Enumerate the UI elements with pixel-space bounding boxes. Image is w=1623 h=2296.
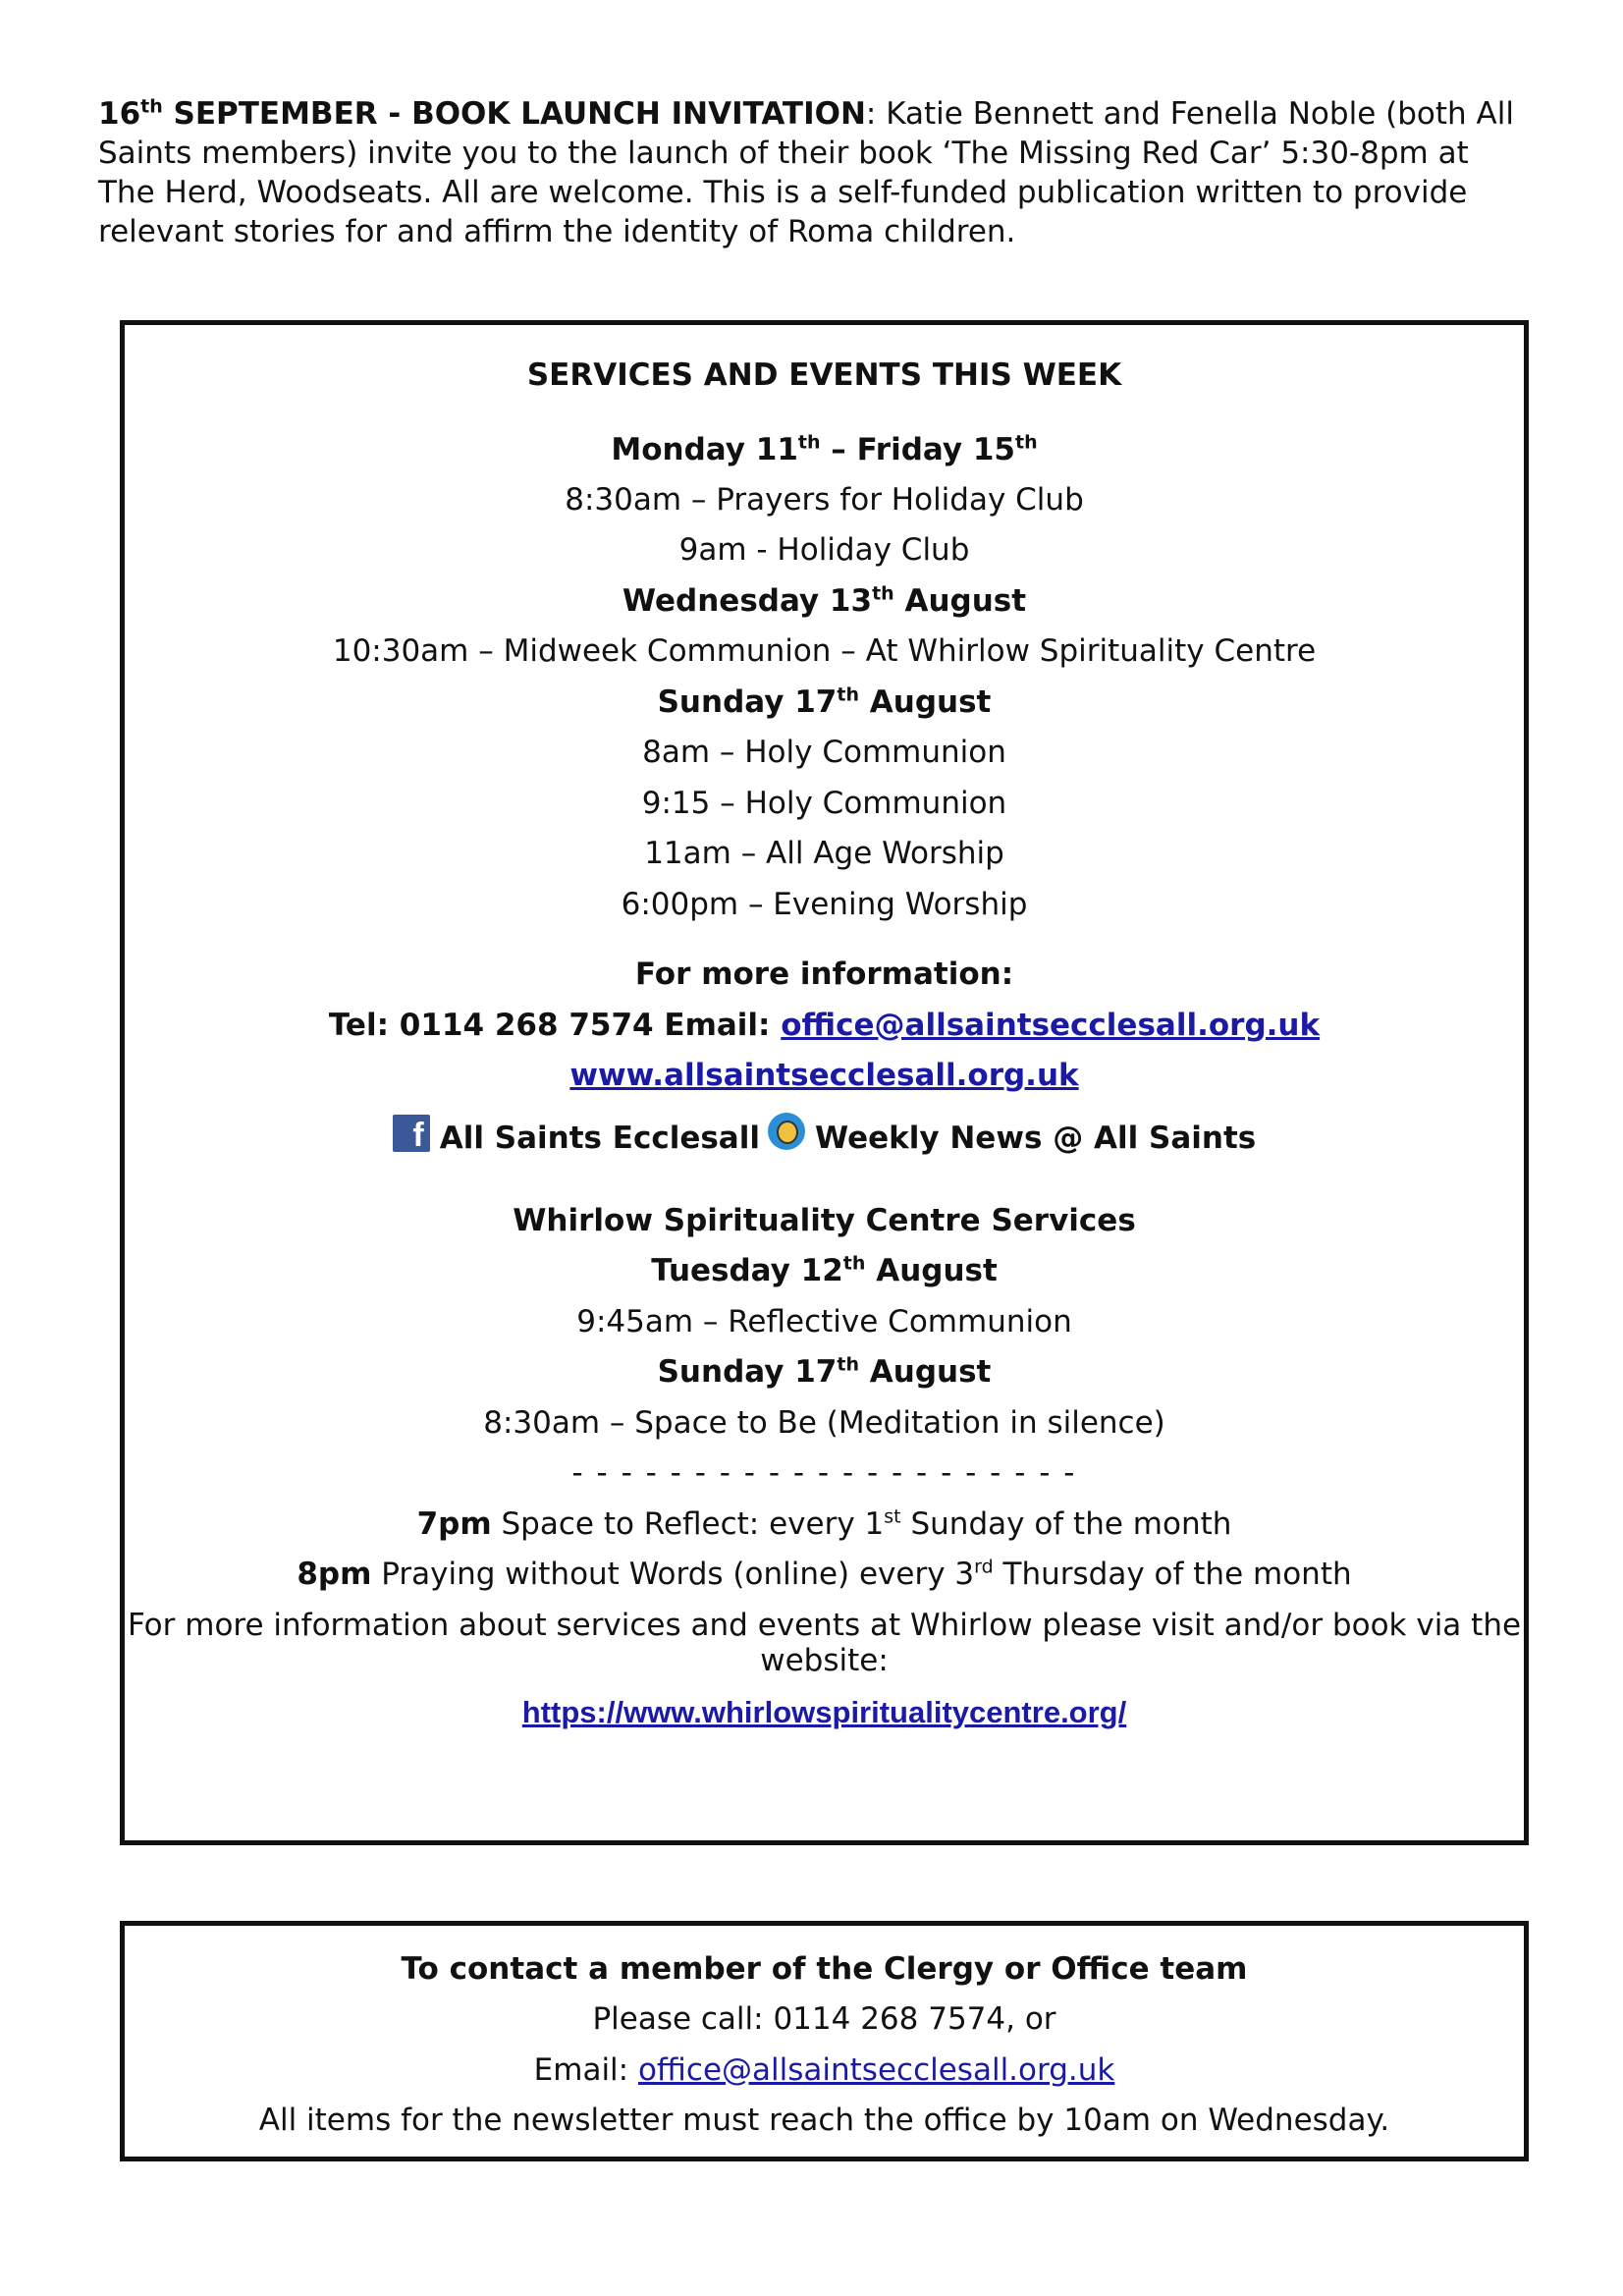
contact-title: To contact a member of the Clergy or Office team	[401, 1951, 1248, 1987]
more-info-line: website:	[760, 1643, 889, 1678]
contact-call: Please call: 0114 268 7574, or	[592, 2001, 1056, 2037]
contact-email-line: Email: office@allsaintsecclesall.org.uk	[533, 2052, 1115, 2088]
newsletter-icon[interactable]	[768, 1113, 805, 1150]
contact-email-link[interactable]: office@allsaintsecclesall.org.uk	[637, 2052, 1115, 2088]
website-link[interactable]: www.allsaintsecclesall.org.uk	[569, 1058, 1079, 1093]
separator: - - - - - - - - - - - - - - - - - - - - -	[571, 1455, 1077, 1491]
whirlow-url-line	[125, 1693, 1524, 1732]
services-events-box	[120, 320, 1529, 1845]
notice-body: : Katie Bennett and Fenella Noble (both All Saints members) invite you to the launch of their book ‘The Missing Red Car’ 5:30-8pm at The Herd, Woodseats. All are welcome. This is a self-funded publication written to provide relevant stories for and affirm the identity of Roma children.	[98, 96, 1514, 249]
sunday-item: 9:15 – Holy Communion	[641, 786, 1007, 821]
contact-line: Tel: 0114 268 7574 Email: office@allsaintsecclesall.org.uk	[328, 1008, 1321, 1043]
website-line	[125, 1056, 1524, 1095]
whirlow-sunday-heading: Sunday 17th August	[657, 1353, 992, 1390]
facebook-icon[interactable]: f	[393, 1115, 430, 1152]
contact-deadline: All items for the newsletter must reach the office by 10am on Wednesday.	[258, 2103, 1390, 2138]
more-info-line: For more information about services and events at Whirlow please visit and/or book via the	[127, 1608, 1522, 1643]
weekday-item: 9am - Holiday Club	[678, 532, 970, 568]
sunday-item: 8am – Holy Communion	[642, 735, 1006, 770]
praying-line: 8pm Praying without Words (online) every 3rd Thursday of the month	[297, 1556, 1352, 1592]
notice-date: 16th SEPTEMBER - BOOK LAUNCH INVITATION	[98, 95, 866, 132]
weekday-item: 8:30am – Prayers for Holiday Club	[565, 482, 1084, 518]
sunday-heading: Sunday 17th August	[657, 683, 992, 720]
email-link[interactable]: office@allsaintsecclesall.org.uk	[781, 1008, 1321, 1043]
tuesday-item: 9:45am – Reflective Communion	[576, 1304, 1072, 1339]
book-launch-notice	[98, 94, 1522, 251]
wednesday-item: 10:30am – Midweek Communion – At Whirlow Spirituality Centre	[332, 633, 1317, 669]
reflect-line: 7pm Space to Reflect: every 1st Sunday of the month	[416, 1505, 1232, 1542]
weekday-heading: Monday 11th – Friday 15th	[611, 431, 1038, 467]
wednesday-heading: Wednesday 13th August	[622, 582, 1027, 619]
whirlow-sunday-item: 8:30am – Space to Be (Meditation in silence)	[483, 1405, 1165, 1441]
social-line	[125, 1113, 1524, 1158]
info-heading: For more information:	[634, 957, 1014, 992]
sunday-item: 11am – All Age Worship	[644, 836, 1004, 871]
whirlow-title: Whirlow Spirituality Centre Services	[513, 1203, 1136, 1238]
services-title: SERVICES AND EVENTS THIS WEEK	[526, 357, 1122, 393]
tuesday-heading: Tuesday 12th August	[651, 1252, 998, 1288]
news-label[interactable]: Weekly News @ All Saints	[814, 1121, 1257, 1156]
sunday-item: 6:00pm – Evening Worship	[621, 887, 1028, 922]
contact-box	[120, 1921, 1529, 2161]
whirlow-website-link[interactable]: https://www.whirlowspiritualitycentre.org/	[521, 1695, 1127, 1729]
facebook-label[interactable]: All Saints Ecclesall	[439, 1121, 760, 1156]
